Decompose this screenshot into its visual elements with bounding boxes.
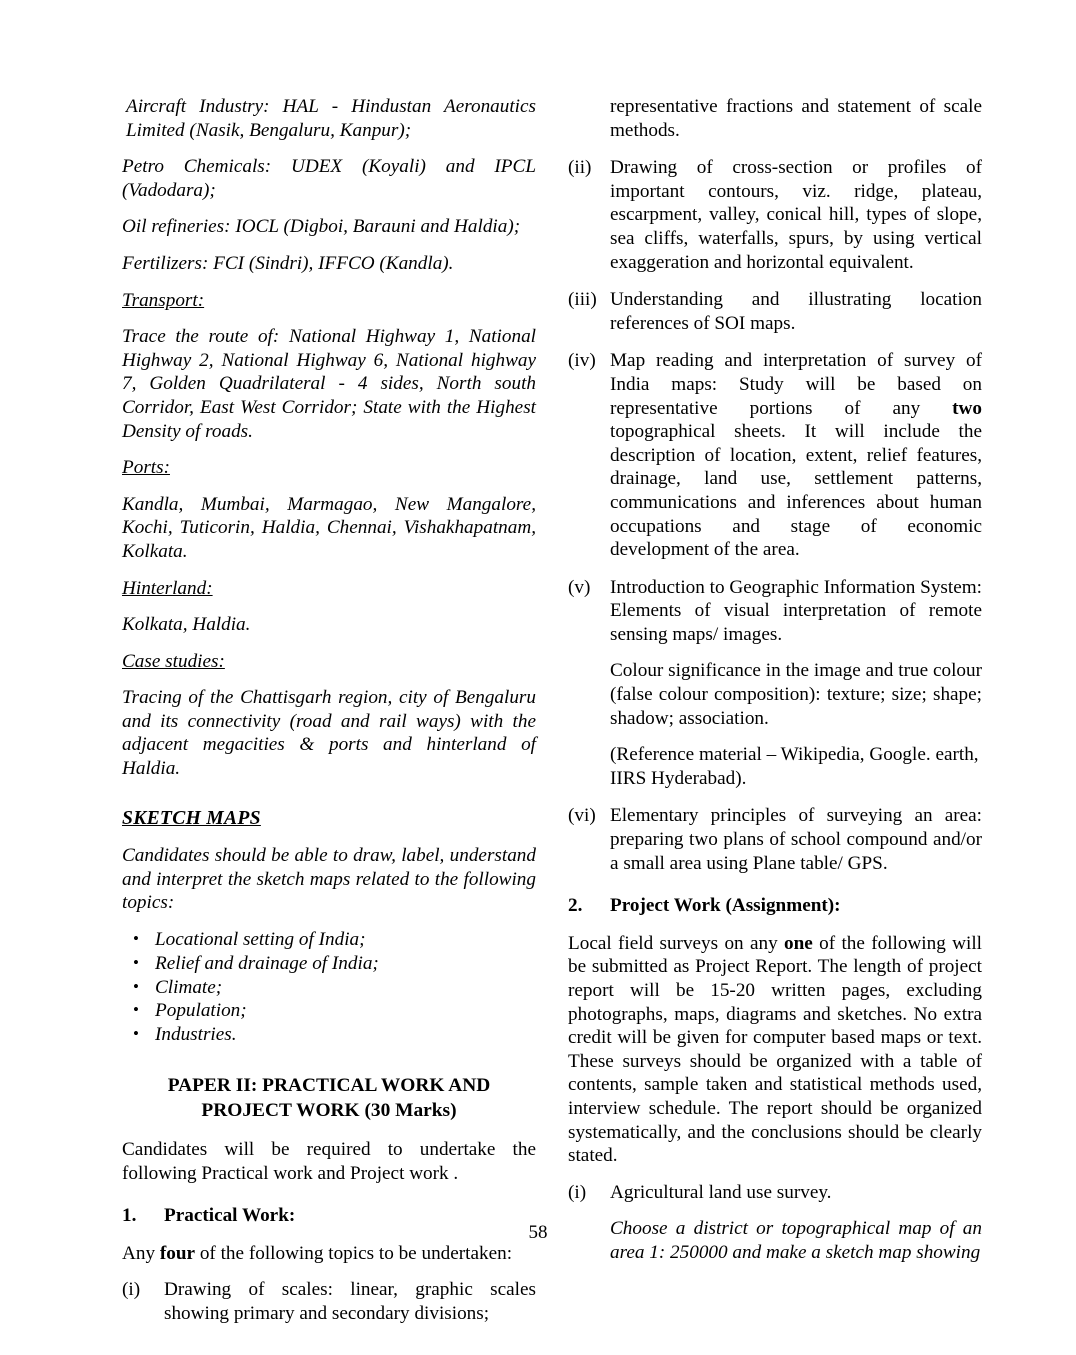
practical-item-iii-marker: (iii) — [568, 289, 597, 311]
practical-item-i-continuation: representative fractions and statement of scale methods. — [610, 96, 982, 141]
emphasis-four: four — [159, 1242, 196, 1264]
practical-item-vi-text: Elementary principles of surveying an area: preparing two plans of school compound and/or a small area using Plane table/ GPS. — [610, 805, 982, 874]
right-column — [568, 95, 982, 1279]
practical-item-i-marker: (i) — [122, 1279, 141, 1301]
sketch-maps-topic-list — [122, 928, 536, 1047]
practical-item-i-text: Drawing of scales: linear, graphic scales showing primary and secondary divisions; — [164, 1279, 536, 1324]
practical-item-v-marker: (v) — [568, 576, 591, 598]
paragraph-project-intro: Local field surveys on any one of the following will be submitted as Project Report. The length of project report will be 15-20 written pages, excluding photographs, maps, diagrams and sketches. No extra credit will be given for computer based maps or text. These surveys should be organized with a table of contents, sample taken and statistical methods used, interview schedule. The report should be organized systematically, and the conclusions should be clearly stated. — [568, 932, 983, 1167]
practical-item-iv-marker: (iv) — [568, 350, 596, 372]
paragraph-fertilizers: Fertilizers: FCI (Sindri), IFFCO (Kandla). — [122, 252, 454, 274]
paragraph-practical-intro: Any four of the following topics to be undertaken: — [122, 1242, 513, 1264]
project-item-i-text: Agricultural land use survey. — [610, 1181, 832, 1203]
heading-project-work — [568, 894, 982, 918]
heading-practical-work-label: Practical Work: — [164, 1205, 296, 1227]
list-item: • Relief and drainage of India; — [122, 952, 536, 976]
paragraph-paper-intro: Candidates will be required to undertake the following Practical work and Project work . — [122, 1139, 536, 1184]
paragraph-hinterland: Kolkata, Haldia. — [122, 614, 251, 636]
list-item: • Locational setting of India; — [122, 928, 536, 952]
practical-item-iii — [568, 288, 982, 335]
page-number: 58 — [528, 1222, 548, 1243]
paragraph-sketch-maps-intro: Candidates should be able to draw, label, understand and interpret the sketch maps related to the following topics: — [122, 845, 536, 914]
subheading-case-studies: Case studies: — [122, 650, 225, 672]
practical-item-vi — [568, 804, 982, 875]
practical-item-vi-marker: (vi) — [568, 805, 596, 827]
subheading-ports: Ports: — [122, 457, 170, 479]
practical-item-ii — [568, 156, 982, 274]
practical-item-v-para1: Introduction to Geographic Information System: Elements of visual interpretation of remote sensing maps/ images. — [610, 576, 982, 645]
practical-item-ii-text: Drawing of cross-section or profiles of important contours, viz. ridge, plateau, escarpment, valley, conical hill, types of slope, sea cliffs, waterfalls, spurs, by using vertical exaggeration and horizontal equivalent. — [610, 157, 982, 273]
emphasis-two: two — [952, 397, 982, 419]
practical-item-i — [122, 1278, 536, 1325]
project-item-i-marker: (i) — [568, 1181, 587, 1203]
list-item: • Industries. — [122, 1023, 536, 1047]
paragraph-ports: Kandla, Mumbai, Marmagao, New Mangalore, Kochi, Tuticorin, Haldia, Chennai, Vishakhapatnam, Kolkata. — [122, 493, 536, 562]
practical-item-v-para3: (Reference material – Wikipedia, Google. earth, IIRS Hyderabad). — [610, 744, 979, 789]
heading-project-work-label: Project Work (Assignment): — [610, 895, 841, 917]
paragraph-petro-chemicals: Petro Chemicals: UDEX (Koyali) and IPCL (Vadodara); — [122, 156, 536, 201]
practical-item-ii-marker: (ii) — [568, 157, 592, 179]
practical-item-v-para2: Colour significance in the image and true colour (false colour composition): texture; size; shape; shadow; association. — [610, 660, 982, 729]
heading-practical-work-number: 1. — [122, 1205, 137, 1227]
heading-paper-ii-line1: PAPER II: PRACTICAL WORK AND — [167, 1075, 491, 1097]
practical-item-iv-text: Map reading and interpretation of survey of India maps: Study will be based on representative portions of any two topographical sheets. It will include the description of location, extent, relief features, drainage, land use, settlement patterns, communications and inferences about human occupations and stage of economic development of the area. — [610, 350, 982, 561]
left-column — [122, 95, 536, 1340]
project-item-i-subtext: Choose a district or topographical map of an area 1: 250000 and make a sketch map showing — [610, 1218, 982, 1263]
list-item: • Climate; — [122, 976, 536, 1000]
paragraph-aircraft-industry: Aircraft Industry: HAL - Hindustan Aeronautics Limited (Nasik, Bengaluru, Kanpur); — [126, 96, 536, 141]
heading-sketch-maps: SKETCH MAPS — [122, 807, 261, 829]
practical-item-iii-text: Understanding and illustrating location references of SOI maps. — [610, 289, 982, 334]
emphasis-one: one — [784, 932, 813, 954]
paragraph-transport: Trace the route of: National Highway 1, National Highway 2, National Highway 6, National highway 7, Golden Quadrilateral - 4 sides, North south Corridor, East West Corridor; State with the Highest Density of roads. — [122, 326, 536, 442]
subheading-transport: Transport: — [122, 289, 205, 311]
list-item: • Population; — [122, 999, 536, 1023]
heading-paper-ii-line2: PROJECT WORK (30 Marks) — [201, 1100, 457, 1122]
heading-project-work-number: 2. — [568, 895, 583, 917]
paragraph-oil-refineries: Oil refineries: IOCL (Digboi, Barauni and Haldia); — [122, 216, 521, 238]
practical-item-v — [568, 576, 982, 791]
heading-paper-ii — [122, 1073, 536, 1123]
practical-item-iv — [568, 349, 982, 561]
paragraph-case-studies: Tracing of the Chattisgarh region, city of Bengaluru and its connectivity (road and rail ways) with the adjacent megacities & ports and hinterland of Haldia. — [122, 687, 536, 780]
subheading-hinterland: Hinterland: — [122, 577, 213, 599]
